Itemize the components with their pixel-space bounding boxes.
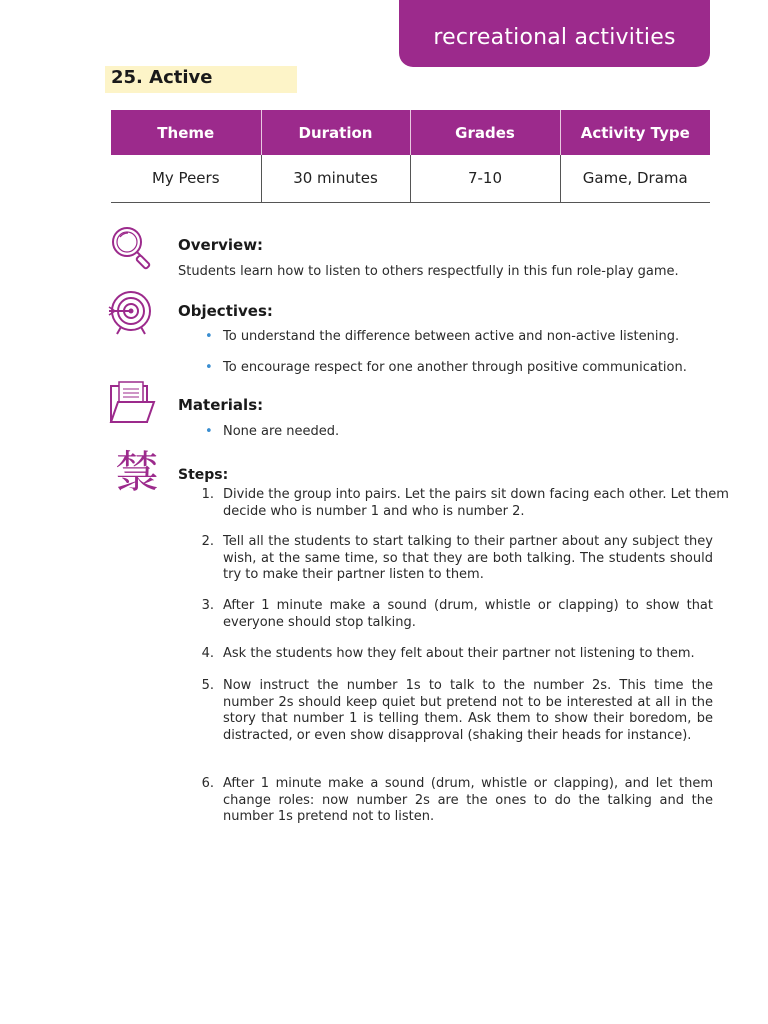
table-row — [111, 155, 710, 202]
activity-title: 25. Active — [111, 67, 213, 88]
step-item — [201, 487, 768, 520]
overview-heading: Overview: — [178, 236, 264, 254]
table-header-cell: Theme — [111, 110, 261, 155]
bullet-icon: • — [205, 424, 213, 439]
list-item — [205, 423, 743, 440]
table-header-row — [111, 110, 710, 155]
target-icon — [107, 289, 155, 339]
table-cell: 30 minutes — [261, 155, 410, 202]
step-text: After 1 minute make a sound (drum, whistle or clapping) to show that everyone should stop talking. — [223, 598, 713, 630]
step-number: 4. — [201, 646, 214, 661]
objectives-heading: Objectives: — [178, 302, 273, 320]
steps-heading: Steps: — [178, 467, 229, 483]
list-item — [205, 328, 743, 345]
step-text: Now instruct the number 1s to talk to the number 2s. This time the number 2s should keep quiet but pretend not to be interested at all in the story that number 1 is telling them. Ask them to show their boredom, be distracted, or even show disapproval (shaking their heads for instance). — [223, 678, 713, 743]
step-item — [201, 598, 713, 631]
material-text: None are needed. — [223, 424, 340, 439]
step-number: 5. — [201, 678, 214, 693]
table-cell: My Peers — [111, 155, 261, 202]
folder-icon — [108, 380, 156, 430]
bullet-icon: • — [205, 360, 213, 375]
table-cell: 7-10 — [410, 155, 560, 202]
step-number: 3. — [201, 598, 214, 613]
step-text: Tell all the students to start talking to their partner about any subject they wish, at the same time, so that they are both talking. The students should try to make their partner listen to them. — [223, 534, 713, 582]
bullet-icon: • — [205, 329, 213, 344]
step-item — [201, 678, 713, 744]
table-cell: Game, Drama — [560, 155, 710, 202]
objective-text: To understand the difference between active and non-active listening. — [223, 329, 680, 344]
objective-text: To encourage respect for one another through positive communication. — [223, 360, 687, 375]
step-text: After 1 minute make a sound (drum, whistle or clapping), and let them change roles: now number 2s are the ones to do the talking and the number 1s pretend not to listen. — [223, 776, 713, 824]
list-item — [205, 359, 743, 376]
step-number: 1. — [201, 487, 214, 502]
steps-icon: 㯟 — [115, 447, 159, 498]
table-header-cell: Activity Type — [560, 110, 710, 155]
materials-heading: Materials: — [178, 396, 264, 414]
table-header-cell: Duration — [261, 110, 410, 155]
section-tab — [399, 0, 710, 67]
activity-info-table — [111, 110, 710, 203]
table-header-cell: Grades — [410, 110, 560, 155]
step-item — [201, 534, 713, 584]
step-item — [201, 646, 743, 663]
step-number: 2. — [201, 534, 214, 549]
step-item — [201, 776, 713, 826]
step-text: Divide the group into pairs. Let the pairs sit down facing each other. Let them decide who is number 1 and who is number 2. — [223, 487, 729, 519]
overview-text: Students learn how to listen to others respectfully in this fun role-play game. — [178, 264, 679, 279]
step-text: Ask the students how they felt about their partner not listening to them. — [223, 646, 695, 661]
magnifier-icon — [108, 224, 156, 274]
section-tab-title: recreational activities — [433, 25, 676, 50]
step-number: 6. — [201, 776, 214, 791]
